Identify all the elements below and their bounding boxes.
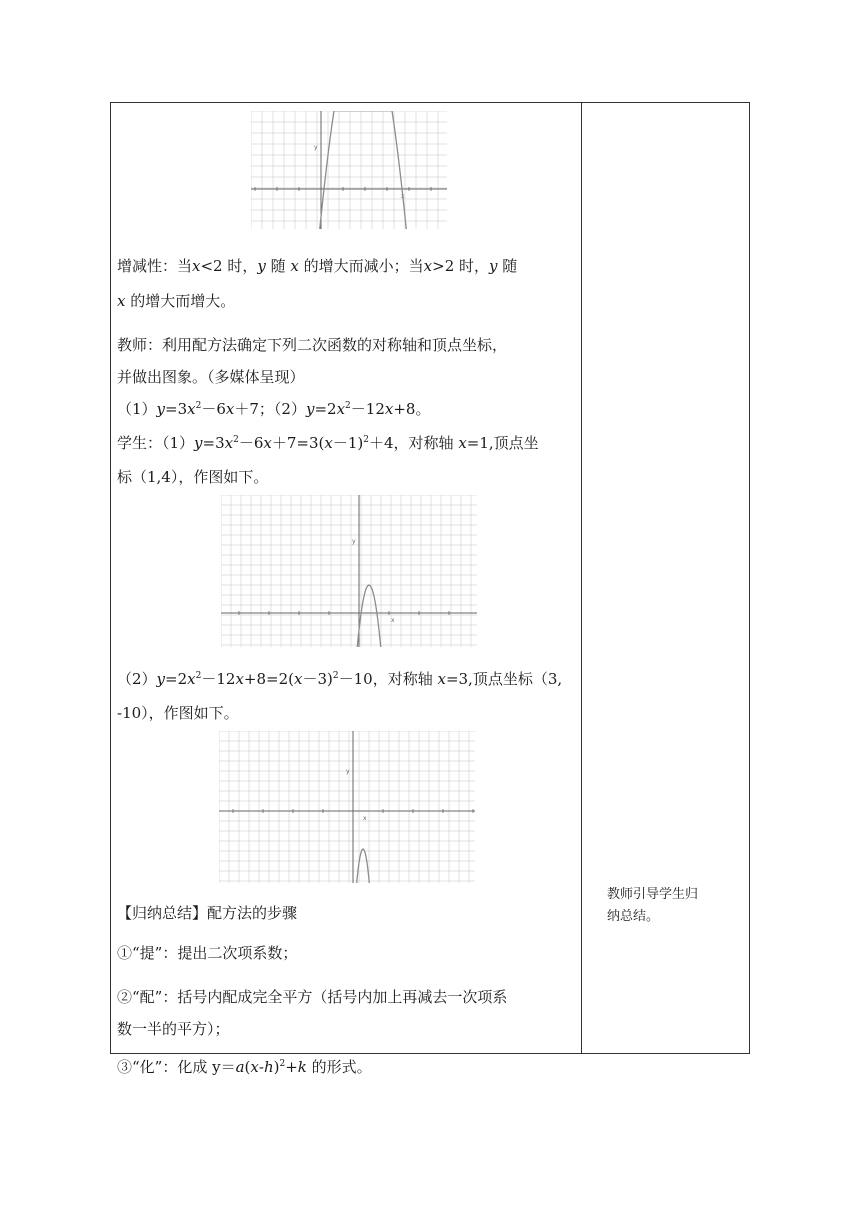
- y-axis-label: y: [314, 144, 318, 151]
- lesson-table: [110, 102, 750, 1076]
- x-axis-label: x: [401, 193, 405, 200]
- column-divider: [581, 103, 582, 1053]
- side-column: [587, 103, 747, 1053]
- parabola-graph-3: [219, 731, 475, 883]
- teacher-prompt-line-2: 并做出图象。（多媒体呈现）: [117, 368, 305, 386]
- step-3: ③“化”：化成 $y=a(x-h)^2+k$ 的形式。: [117, 1058, 372, 1076]
- x-axis-label: x: [363, 815, 367, 822]
- step-2-line-1: ②“配”：括号内配成完全平方（括号内加上再减去一次项系: [117, 988, 508, 1006]
- parabola-curve: [251, 111, 447, 229]
- student-answer-2-line-2: -10），作图如下。: [117, 704, 239, 722]
- parabola-graph-2: [221, 495, 477, 647]
- student-answer-1-line-2: 标（1,4），作图如下。: [117, 468, 269, 486]
- x-axis-label: x: [391, 617, 395, 624]
- main-column: [117, 103, 575, 1076]
- step-1: ①“提”：提出二次项系数；: [117, 944, 298, 962]
- parabola-curve: [219, 849, 475, 883]
- teacher-prompt-line-1: 教师：利用配方法确定下列二次函数的对称轴和顶点坐标，: [117, 336, 508, 354]
- side-note-line-2: 纳总结。: [607, 909, 660, 924]
- summary-title: 【归纳总结】配方法的步骤: [117, 904, 298, 922]
- step-2-line-2: 数一半的平方）；: [117, 1020, 230, 1038]
- graph-answer-1: [221, 495, 477, 647]
- parabola-graph-1: [251, 111, 447, 229]
- side-note-line-1: 教师引导学生归: [607, 887, 699, 902]
- y-axis-label: y: [346, 768, 350, 775]
- student-answer-1-line-1: 学生：$(1)y=3x^2-6x+7=3(x-1)^2+4$，对称轴 x=1,顶点坐: [117, 434, 539, 452]
- graph-answer-2: [219, 731, 475, 883]
- student-answer-2-line-1: $(2)y=2x^2-12x+8=2(x-3)^2-10$，对称轴 x=3,顶点坐标（3,: [117, 670, 563, 688]
- y-axis-label: y: [352, 538, 356, 545]
- monotonicity-line-1: 增减性：当x<2 时，y 随 x 的增大而减小；当x>2 时，y 随: [117, 257, 518, 275]
- graph-monotonicity: [251, 111, 447, 229]
- monotonicity-line-2: x 的增大而增大。: [117, 292, 236, 310]
- parabola-curve: [221, 585, 477, 647]
- question-line: $(1)y=3x^2-6x+7$；$(2)y=2x^2-12x+8$。: [117, 400, 431, 418]
